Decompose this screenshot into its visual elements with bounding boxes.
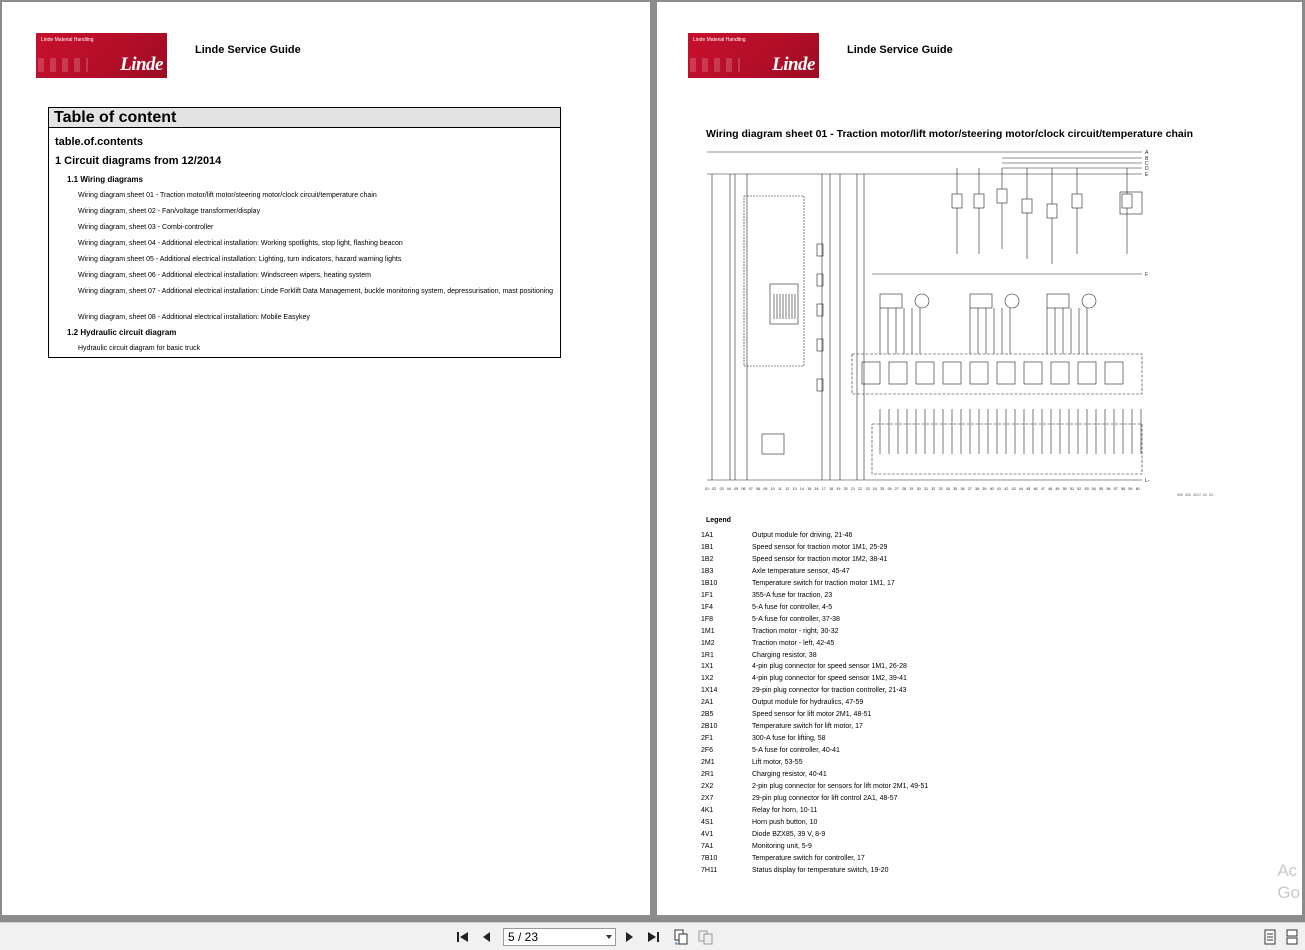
relay: [997, 189, 1007, 203]
legend-description: 29-pin plug connector for traction controller, 21-43: [752, 687, 907, 695]
column-number: 53: [1084, 487, 1089, 491]
legend-description: Traction motor - right, 30-32: [752, 627, 839, 635]
legend-code: 1B2: [701, 555, 714, 563]
logo-wordmark: Linde: [120, 54, 163, 75]
column-number: 37: [967, 487, 972, 491]
relay: [1072, 194, 1082, 208]
guide-title: Linde Service Guide: [847, 44, 953, 56]
page-layout-button[interactable]: [698, 929, 714, 945]
column-number: 08: [756, 487, 761, 491]
column-number: 32: [931, 487, 936, 491]
column-number: 51: [1070, 487, 1074, 491]
column-number: 27: [894, 487, 899, 491]
linde-logo: [688, 33, 819, 78]
arrow-left-icon: [479, 929, 495, 945]
column-number: 58: [1121, 487, 1126, 491]
sensor-block: [970, 294, 992, 308]
toc-entry-link[interactable]: Wiring diagram, sheet 04 - Additional electrical installation: Working spotlights, stop light, flashing beacon: [78, 240, 403, 247]
legend-code: 1F4: [701, 603, 714, 611]
module-slot: [1105, 362, 1123, 384]
legend-code: 4K1: [701, 806, 714, 814]
column-number: 22: [858, 487, 863, 491]
module-slot: [1051, 362, 1069, 384]
first-page-button[interactable]: [455, 929, 471, 945]
relay: [1022, 199, 1032, 213]
sheet-title: Wiring diagram sheet 01 - Traction motor/lift motor/steering motor/clock circuit/temperature chain: [706, 128, 1194, 140]
page-indicator: 5 / 23: [508, 930, 539, 944]
legend-code: 2M1: [701, 759, 715, 767]
legend-description: 355-A fuse for traction, 23: [752, 591, 833, 599]
relay: [1122, 194, 1132, 208]
legend-description: Lift motor, 53-55: [752, 759, 803, 767]
column-number: 49: [1055, 487, 1060, 491]
arrow-right-icon: [621, 929, 637, 945]
toc-entry-link[interactable]: Wiring diagram, sheet 06 - Additional electrical installation: Windscreen wipers, heating system: [78, 272, 371, 279]
drawing-reference: 000_002_0017_01_01: [1177, 493, 1213, 496]
column-number: 20: [843, 487, 848, 491]
column-number: 04: [726, 487, 731, 491]
bus-label: C: [1145, 161, 1149, 167]
scroll-view-button[interactable]: [1284, 929, 1300, 945]
column-number: 09: [763, 487, 768, 491]
legend-description: 4-pin plug connector for speed sensor 1M1, 26-28: [752, 663, 907, 671]
module-slot: [943, 362, 961, 384]
relay: [952, 194, 962, 208]
pdf-navigation-toolbar: [0, 922, 1305, 950]
column-number: 05: [734, 487, 739, 491]
legend-code: 2R1: [701, 771, 714, 778]
column-number: 28: [902, 487, 907, 491]
legend-code: 1B3: [701, 567, 714, 575]
legend-description: 5-A fuse for controller, 4-5: [752, 603, 833, 611]
bus-label: B: [1145, 156, 1149, 162]
legend-description: Diode BZX85, 39 V, 8-9: [752, 830, 826, 838]
legend-description: Output module for driving, 21-46: [752, 532, 853, 539]
column-number: 25: [880, 487, 885, 491]
column-number: 59: [1128, 487, 1133, 491]
legend-description: 2-pin plug connector for sensors for lift motor 2M1, 49-51: [752, 782, 929, 790]
scroll-pages-icon: [1284, 929, 1300, 945]
relay: [1047, 204, 1057, 218]
sensor-block: [1047, 294, 1069, 308]
legend-code: 1X14: [701, 687, 718, 695]
column-number: 21: [851, 487, 855, 491]
legend-description: Axle temperature sensor, 45-47: [752, 567, 850, 575]
single-page-icon: [1262, 929, 1278, 945]
column-number: 07: [748, 487, 753, 491]
column-number: 26: [887, 487, 892, 491]
skip-forward-icon: [645, 929, 661, 945]
column-number: 13: [792, 487, 797, 491]
toc-entry-link[interactable]: Wiring diagram, sheet 08 - Additional electrical installation: Mobile Easykey: [78, 314, 310, 321]
column-number: 03: [719, 487, 724, 491]
column-number: 24: [872, 487, 877, 491]
column-number: 18: [829, 487, 834, 491]
bus-label: A: [1145, 150, 1149, 156]
column-number: 12: [785, 487, 790, 491]
logo-tagline: Linde Material Handling: [693, 37, 746, 43]
legend-code: 1A1: [701, 532, 714, 539]
legend-code: 2A1: [701, 699, 714, 707]
column-number: 56: [1106, 487, 1111, 491]
column-number: 38: [975, 487, 980, 491]
toc-entry-link[interactable]: Wiring diagram, sheet 03 - Combi-controller: [78, 224, 214, 231]
column-number: 30: [916, 487, 921, 491]
toc-entry-link[interactable]: Wiring diagram, sheet 02 - Fan/voltage transformer/display: [78, 208, 261, 215]
motor-symbol: [1005, 294, 1019, 308]
chevron-down-icon: [606, 935, 612, 939]
legend-description: Speed sensor for traction motor 1M2, 38-41: [752, 555, 888, 563]
legend-description: Temperature switch for controller, 17: [752, 854, 865, 862]
column-number: 47: [1040, 487, 1045, 491]
toc-entry-link[interactable]: Hydraulic circuit diagram for basic truck: [78, 345, 201, 352]
legend-code: 1X2: [701, 675, 714, 683]
legend-code: 2F6: [701, 747, 714, 755]
logo-stripes: [690, 58, 740, 72]
legend-code: 2B10: [701, 723, 718, 731]
module-slot: [862, 362, 880, 384]
legend-code: 2F1: [701, 735, 714, 743]
legend-description: 5-A fuse for controller, 40-41: [752, 747, 840, 755]
activation-watermark: [1277, 860, 1300, 904]
legend-description: Traction motor - left, 42-45: [752, 639, 835, 647]
module-slot: [889, 362, 907, 384]
column-number: 29: [909, 487, 914, 491]
legend-code: 1M1: [701, 627, 715, 635]
module-slot: [1024, 362, 1042, 384]
linde-logo: [36, 33, 167, 78]
bus-label: D: [1145, 166, 1149, 172]
toc-entry-link[interactable]: Wiring diagram, sheet 07 - Additional electrical installation: Linde Forklift Data Management, buckle monitoring system, depressurisation, mast positioning: [78, 288, 554, 295]
legend-description: Temperature switch for traction motor 1M1, 17: [752, 579, 895, 587]
column-number: 11: [778, 487, 782, 491]
column-number: 10: [770, 487, 775, 491]
toc-entry-link[interactable]: Wiring diagram sheet 05 - Additional electrical installation: Lighting, turn indicators, hazard warning lights: [78, 256, 402, 263]
relay: [974, 194, 984, 208]
toc-section-heading: 1 Circuit diagrams from 12/2014: [55, 155, 222, 167]
legend-code: 2X2: [701, 782, 714, 790]
logo-wordmark: Linde: [772, 54, 815, 75]
guide-title: Linde Service Guide: [195, 44, 301, 56]
module-slot: [916, 362, 934, 384]
watermark-line-2: Go: [1277, 883, 1300, 902]
page-number-select[interactable]: [503, 928, 616, 946]
bus-label: E: [1145, 172, 1149, 178]
legend-description: Horn push button, 10: [752, 818, 818, 826]
legend-description: Status display for temperature switch, 19-20: [752, 866, 889, 874]
legend-description: Charging resistor, 40-41: [752, 771, 827, 778]
column-number: 35: [953, 487, 958, 491]
single-page-view-button[interactable]: [1262, 929, 1278, 945]
column-number: 16: [814, 487, 819, 491]
column-number: 57: [1113, 487, 1118, 491]
legend-code: 4V1: [701, 830, 714, 838]
logo-stripes: [38, 58, 88, 72]
legend-code: 7A1: [701, 842, 714, 850]
column-number: 45: [1026, 487, 1031, 491]
column-number: 60: [1135, 487, 1140, 491]
module-slot: [1078, 362, 1096, 384]
legend-description: 4-pin plug connector for speed sensor 1M2, 39-41: [752, 675, 907, 683]
bus-label: L-: [1145, 478, 1150, 484]
legend-description: Charging resistor, 38: [752, 651, 817, 659]
legend-description: 5-A fuse for controller, 37-38: [752, 615, 840, 623]
relay-box: [762, 434, 784, 454]
column-number: 46: [1033, 487, 1038, 491]
previous-page-button[interactable]: [479, 929, 495, 945]
bus-label: F: [1145, 272, 1149, 278]
motor-symbol: [915, 294, 929, 308]
rotate-view-button[interactable]: [673, 929, 689, 945]
column-number: 40: [989, 487, 994, 491]
skip-back-icon: [455, 929, 471, 945]
column-number: 14: [799, 487, 804, 491]
pdf-page-left: [2, 2, 650, 915]
legend-description: 29-pin plug connector for lift control 2A1, 48-57: [752, 794, 898, 802]
next-page-button[interactable]: [621, 929, 637, 945]
column-number: 01: [705, 487, 709, 491]
column-number: 17: [821, 487, 826, 491]
toc-section-heading: 1.1 Wiring diagrams: [67, 175, 143, 184]
column-number: 52: [1077, 487, 1082, 491]
legend-description: Monitoring unit, 5-9: [752, 842, 812, 850]
column-number: 06: [741, 487, 746, 491]
column-number: 15: [807, 487, 812, 491]
legend-code: 1R1: [701, 651, 714, 659]
legend-code: 1F1: [701, 591, 714, 599]
two-pages-icon: [698, 929, 714, 945]
legend-code: 2B5: [701, 711, 714, 719]
legend-code: 7B10: [701, 854, 718, 862]
column-number: 48: [1048, 487, 1053, 491]
legend-description: 300-A fuse for lifting, 58: [752, 735, 826, 743]
logo-tagline: Linde Material Handling: [41, 37, 94, 43]
plug-connector: [872, 424, 1142, 474]
column-number: 41: [997, 487, 1001, 491]
column-number: 23: [865, 487, 870, 491]
legend-heading: Legend: [706, 517, 731, 524]
legend-code: 1F8: [701, 615, 714, 623]
module-slot: [970, 362, 988, 384]
legend-code: 7H11: [701, 866, 718, 874]
column-number: 42: [1004, 487, 1009, 491]
column-number: 43: [1011, 487, 1016, 491]
column-number: 50: [1062, 487, 1067, 491]
legend-code: 2X7: [701, 794, 714, 802]
column-number: 39: [982, 487, 987, 491]
column-number: 54: [1091, 487, 1096, 491]
table-of-contents: [48, 107, 561, 358]
watermark-line-1: Ac: [1277, 861, 1298, 880]
column-number: 19: [836, 487, 841, 491]
controller-box: [744, 196, 804, 366]
wiring-diagram: [702, 144, 1222, 496]
legend-description: Output module for hydraulics, 47-59: [752, 699, 864, 707]
toc-heading: Table of content: [49, 108, 560, 128]
column-number: 36: [960, 487, 965, 491]
legend-description: Speed sensor for lift motor 2M1, 48-51: [752, 711, 872, 719]
legend-code: 4S1: [701, 818, 714, 826]
column-number: 31: [924, 487, 928, 491]
toc-entry-link[interactable]: Wiring diagram sheet 01 - Traction motor/lift motor/steering motor/clock circuit/temperature chain: [78, 192, 377, 199]
pdf-page-right: [657, 2, 1302, 915]
legend-code: 1B1: [701, 543, 714, 551]
legend-code: 1B10: [701, 579, 718, 587]
column-number: 44: [1018, 487, 1023, 491]
toc-section-heading: 1.2 Hydraulic circuit diagram: [67, 328, 177, 337]
module-slot: [997, 362, 1015, 384]
last-page-button[interactable]: [645, 929, 661, 945]
legend-description: Relay for horn, 10-11: [752, 806, 818, 814]
column-number: 02: [712, 487, 717, 491]
toc-section-heading: table.of.contents: [55, 136, 144, 148]
sensor-block: [880, 294, 902, 308]
page-rotate-icon: [673, 929, 689, 945]
legend-code: 1X1: [701, 663, 714, 671]
legend-description: Temperature switch for lift motor, 17: [752, 723, 863, 731]
legend-code: 1M2: [701, 639, 715, 647]
motor-symbol: [1082, 294, 1096, 308]
legend-description: Speed sensor for traction motor 1M1, 25-29: [752, 543, 888, 551]
column-number: 55: [1099, 487, 1104, 491]
column-number: 34: [945, 487, 950, 491]
fuse-box: [1120, 192, 1142, 214]
column-number: 33: [938, 487, 943, 491]
